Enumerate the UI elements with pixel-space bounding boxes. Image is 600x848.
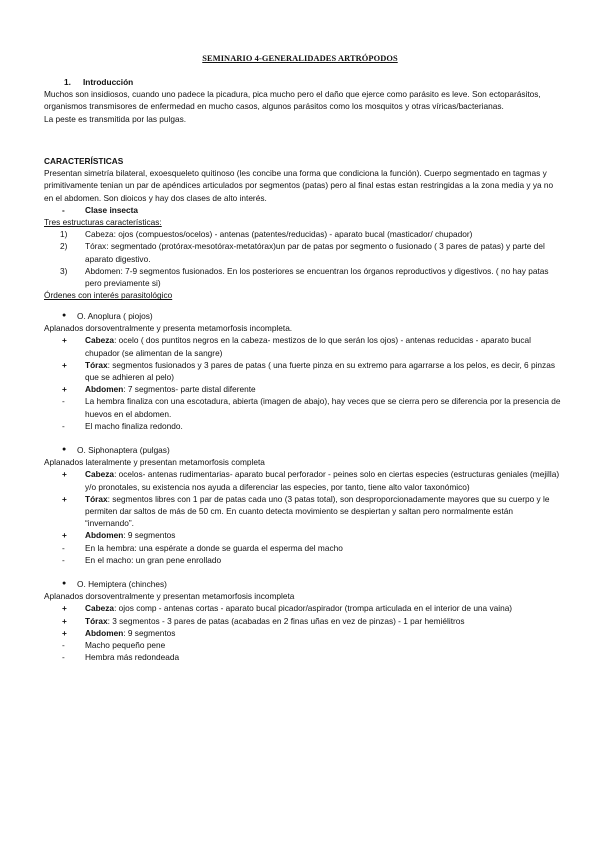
order-description: Aplanados dorsoventralmente y presenta metamorfosis incompleta. xyxy=(44,323,293,334)
list-item: - En la hembra: una espérate a donde se guarda el esperma del macho xyxy=(62,542,343,553)
list-item: 2) Tórax: segmentado (protórax-mesotórax-metatórax)un par de patas por segmento o fusionado ( 3 pares de patas) y parte del aparato digestivo. xyxy=(60,241,545,264)
list-item: + Tórax: segmentos libres con 1 par de patas cada uno (3 patas total), son desproporcionadamente mayores que su cuerpo y le permiten dar saltos de más de 50 cm. En cuanto detecta movimiento se despiertan y saltan pero normalmente están “invernando”. xyxy=(62,493,550,529)
intro-paragraph: La peste es transmitida por las pulgas. xyxy=(44,113,187,124)
list-item: + Cabeza: ocelo ( dos puntitos negros en la cabeza- mestizos de lo que serán los ojos) - antenas reducidas - aparato bucal chupador (se alimentan de la sangre) xyxy=(62,335,531,358)
list-item: - Hembra más redondeada xyxy=(62,652,180,663)
list-item: + Cabeza: ocelos- antenas rudimentarias- aparato bucal perforador - peines solo en ciertas especies (estructuras geniales (mejilla) y/o pronotales, su existencia nos ayuda a diferenciar las especies, por tanto, tiene alto valor taxonómico) xyxy=(62,469,560,492)
list-item: + Tórax: 3 segmentos - 3 pares de patas (acabadas en 2 finas uñas en vez de pinzas) - 1 par hemiélitros xyxy=(62,615,465,626)
bullet-icon: ● xyxy=(62,446,67,454)
list-item: 3) Abdomen: 7-9 segmentos fusionados. En los posteriores se encuentran los órganos reproductivos y digestivos. ( no hay patas pero previamente si) xyxy=(60,265,549,289)
list-item: + Abdomen: 9 segmentos xyxy=(62,627,176,638)
list-item: - En el macho: un gran pene enrollado xyxy=(62,554,222,565)
list-item: + Tórax: segmentos fusionados y 3 pares de patas ( una fuerte pinza en su extremo para agarrarse a los pelos, es decir, 6 pinzas que se adhieren al pelo) xyxy=(62,359,555,383)
intro-paragraph: Muchos son insidiosos, cuando uno padece la picadura, pica mucho pero el daño que ejerce como parásito es leve. Son ectoparásitos, organismos transmisores de enfermedad en mucho casos, algunos parásitos como los mosquitos y otras víricas/bacterianas. xyxy=(44,89,541,112)
clase-heading: - Clase insecta xyxy=(62,204,139,215)
order-anoplura xyxy=(44,310,564,432)
list-item: - La hembra finaliza con una escotadura, abierta (imagen de abajo), hay veces que se cierra pero se diferencia por la presencia de huevos en el abdomen. xyxy=(62,396,561,419)
document-title: SEMINARIO 4-GENERALIDADES ARTRÓPODOS xyxy=(202,54,398,63)
bullet-icon: ● xyxy=(62,312,67,319)
bullet-icon: ● xyxy=(62,580,67,588)
order-heading: ● O. Siphonaptera (pulgas) xyxy=(62,445,170,456)
order-heading: ● O. Hemiptera (chinches) xyxy=(62,579,167,590)
caracteristicas-heading: CARACTERÍSTICAS xyxy=(44,156,124,166)
estructuras-heading: Tres estructuras características: xyxy=(44,217,162,228)
order-hemiptera xyxy=(44,578,564,663)
order-description: Aplanados lateralmente y presentan metamorfosis completa xyxy=(44,457,265,468)
intro-section xyxy=(44,76,564,125)
caracteristicas-paragraph: Presentan simetría bilateral, exoesqueleto quitinoso (les concibe una forma que condiciona la función). Cuerpo segmentado en tagmas y primitivamente tenian un par de apéndices articulados por segmentos (patas) pero al final estas estan restringidas a la zona media y ya no en el abdomen. Son dioicos y hay dos clases de alto interés. xyxy=(44,168,554,203)
list-item: + Cabeza: ojos comp - antenas cortas - aparato bucal picador/aspirador (trompa articulada en el interior de una vaina) xyxy=(62,603,513,614)
list-item: - Macho pequeño pene xyxy=(62,640,166,651)
list-item: + Abdomen: 9 segmentos xyxy=(62,530,176,541)
list-item: + Abdomen: 7 segmentos- parte distal diferente xyxy=(62,384,256,395)
order-description: Aplanados dorsoventralmente y presentan metamorfosis incompleta xyxy=(44,591,295,602)
orders-section xyxy=(44,310,564,663)
ordenes-heading: Órdenes con interés parasitológico xyxy=(44,290,173,301)
order-heading: ● O. Anoplura ( piojos) xyxy=(62,311,153,321)
list-item: 1) Cabeza: ojos (compuestos/ocelos) - antenas (patentes/reducidas) - aparato bucal (masticador/ chupador) xyxy=(60,229,473,240)
order-siphonaptera xyxy=(44,444,564,566)
caracteristicas-section xyxy=(44,155,564,301)
intro-heading: 1. Introducción xyxy=(64,77,134,87)
list-item: - El macho finaliza redondo. xyxy=(62,420,183,431)
